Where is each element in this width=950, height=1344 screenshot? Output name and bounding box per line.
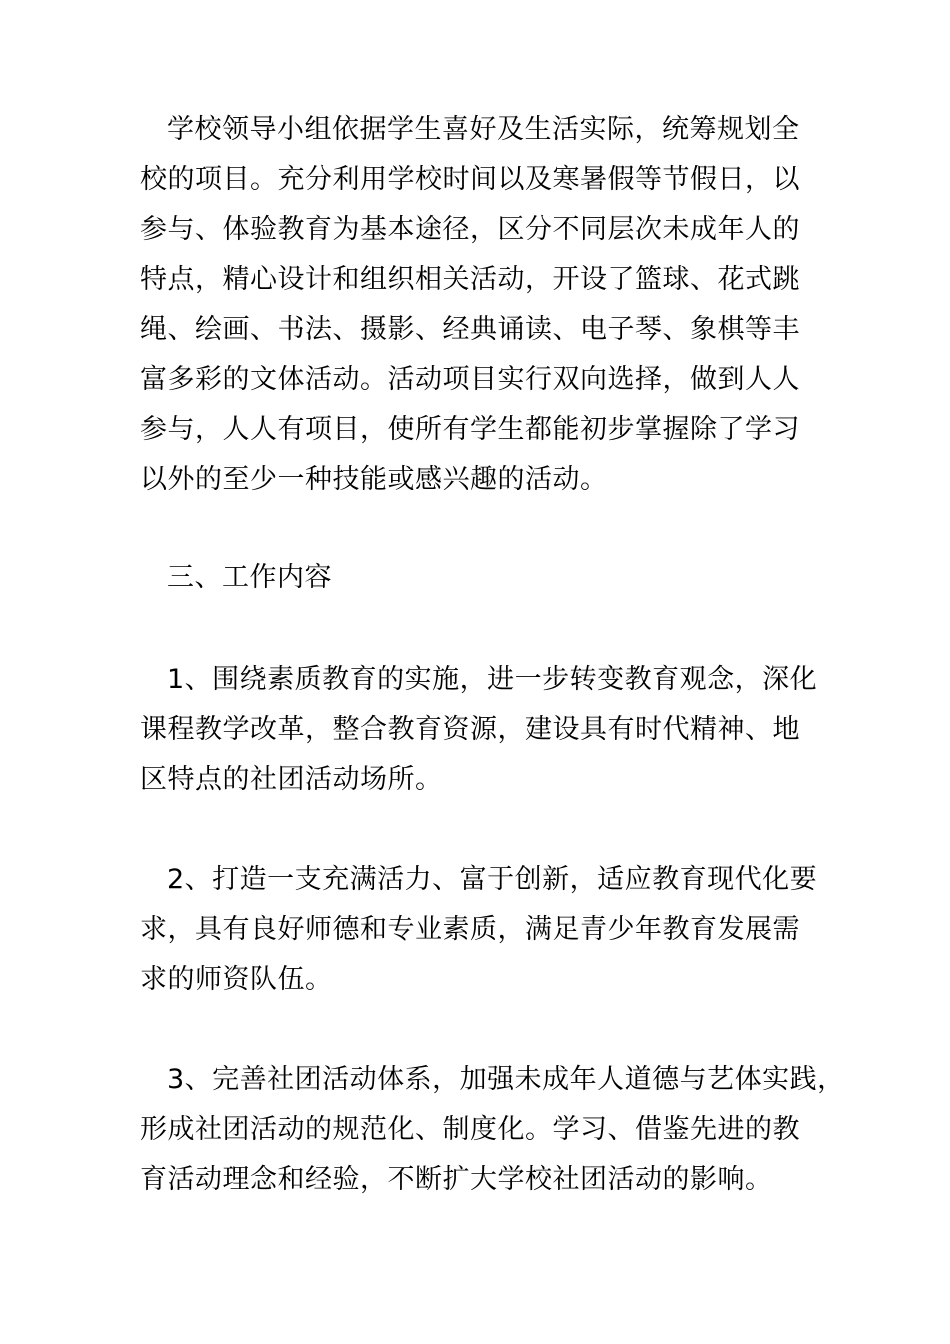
paragraph-line: 育活动理念和经验，不断扩大学校社团活动的影响。 xyxy=(140,1164,773,1195)
paragraph-line: 课程教学改革，整合教育资源，建设具有时代精神、地 xyxy=(140,714,800,745)
paragraph-line: 特点，精心设计和组织相关活动，开设了篮球、花式跳 xyxy=(140,264,800,295)
paragraph-line: 富多彩的文体活动。活动项目实行双向选择，做到人人 xyxy=(140,364,800,395)
item-1-paragraph xyxy=(140,655,840,805)
paragraph-line: 1、围绕素质教育的实施，进一步转变教育观念，深化 xyxy=(167,664,818,695)
paragraph-line: 绳、绘画、书法、摄影、经典诵读、电子琴、象棋等丰 xyxy=(140,314,800,345)
paragraph-line: 参与，人人有项目，使所有学生都能初步掌握除了学习 xyxy=(140,414,800,445)
paragraph-line: 3、完善社团活动体系，加强未成年人道德与艺体实践， xyxy=(167,1064,845,1095)
paragraph-line: 求，具有良好师德和专业素质，满足青少年教育发展需 xyxy=(140,914,800,945)
paragraph-line: 形成社团活动的规范化、制度化。学习、借鉴先进的教 xyxy=(140,1114,800,1145)
paragraph-line: 2、打造一支充满活力、富于创新，适应教育现代化要 xyxy=(167,864,818,895)
paragraph-line: 以外的至少一种技能或感兴趣的活动。 xyxy=(140,464,608,495)
paragraph-line: 校的项目。充分利用学校时间以及寒暑假等节假日，以 xyxy=(140,164,800,195)
item-3-paragraph xyxy=(140,1055,845,1205)
heading-text: 三、工作内容 xyxy=(167,562,332,593)
paragraph-line: 区特点的社团活动场所。 xyxy=(140,764,443,795)
section-heading xyxy=(140,553,840,603)
item-2-paragraph xyxy=(140,855,840,1005)
paragraph-line: 参与、体验教育为基本途径，区分不同层次未成年人的 xyxy=(140,214,800,245)
paragraph-line: 求的师资队伍。 xyxy=(140,964,333,995)
paragraph-line: 学校领导小组依据学生喜好及生活实际，统筹规划全 xyxy=(167,114,800,145)
intro-paragraph xyxy=(140,105,840,505)
